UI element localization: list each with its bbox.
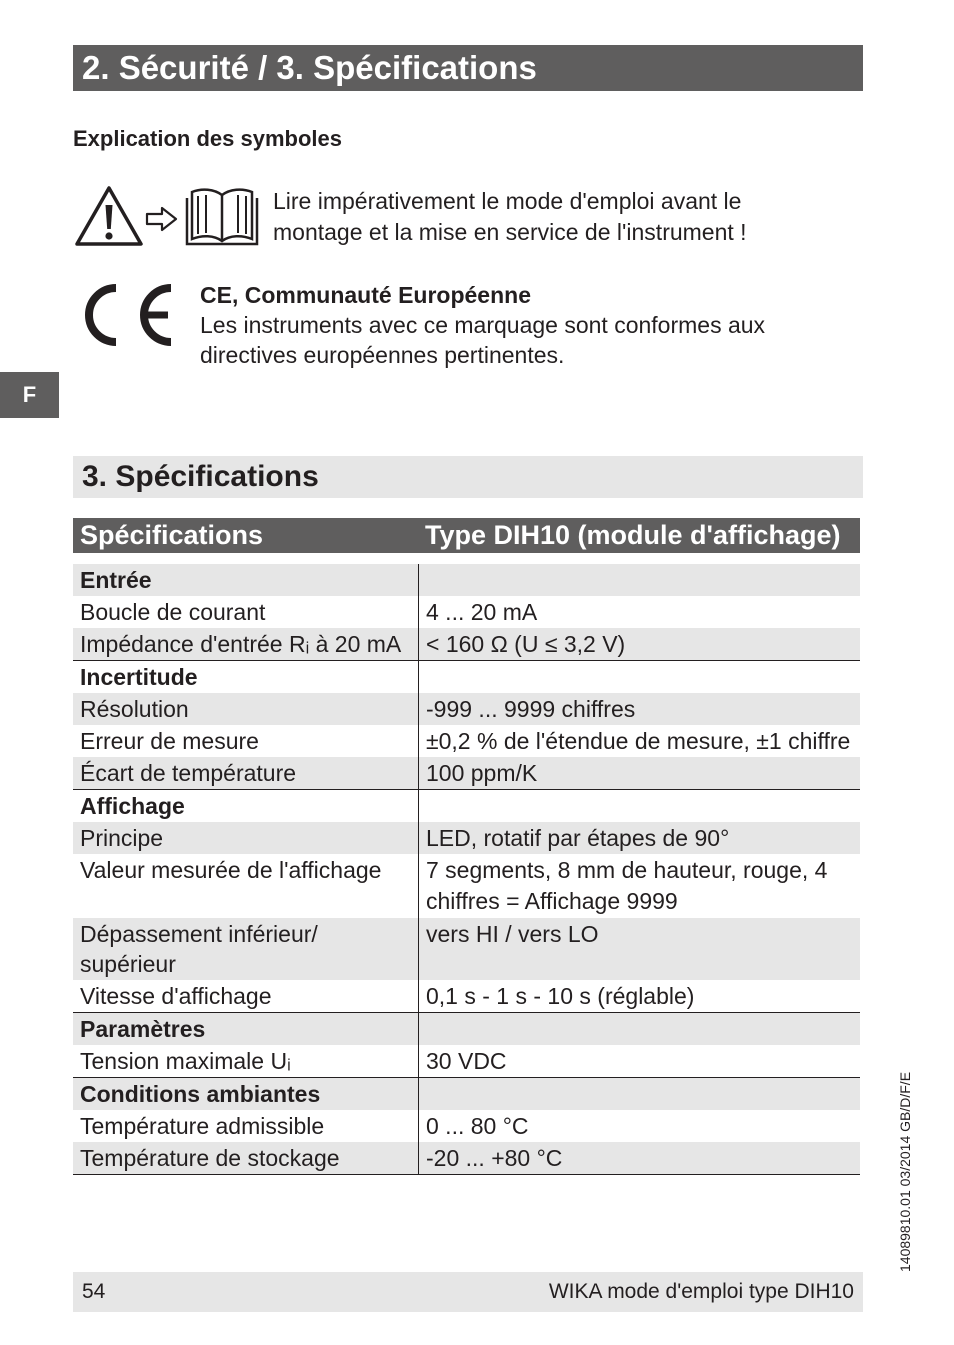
footer-text: WIKA mode d'emploi type DIH10 (548, 1280, 854, 1303)
table-row (73, 1110, 860, 1142)
row-label: Paramètres (73, 1013, 419, 1046)
table-row (73, 918, 860, 980)
row-value: vers HI / vers LO (419, 918, 861, 980)
row-value (419, 1078, 861, 1111)
row-value (419, 661, 861, 694)
row-label: Dépassement inférieur/ supérieur (73, 918, 419, 980)
row-label: Boucle de courant (73, 596, 419, 628)
arrow-right-icon (145, 205, 179, 233)
row-label: Entrée (73, 564, 419, 596)
document-reference: 14089810.01 03/2014 GB/D/F/E (897, 1071, 913, 1272)
language-tab: F (0, 372, 59, 418)
ce-mark-icon (78, 280, 178, 350)
row-label: Température admissible (73, 1110, 419, 1142)
table-row (73, 693, 860, 725)
manual-note-line1: Lire impérativement le mode d'emploi avant le (273, 188, 742, 214)
row-value (419, 790, 861, 823)
row-value (419, 564, 861, 596)
row-value: 100 ppm/K (419, 757, 861, 790)
table-row (73, 1142, 860, 1175)
row-value: -999 ... 9999 chiffres (419, 693, 861, 725)
warning-icon (74, 185, 144, 247)
table-header-col1: Spécifications (80, 520, 264, 550)
row-value: LED, rotatif par étapes de 90° (419, 822, 861, 854)
table-row (73, 564, 860, 596)
table-row (73, 661, 860, 694)
ce-title: CE, Communauté Européenne (200, 282, 531, 308)
table-row (73, 1013, 860, 1046)
row-label: Conditions ambiantes (73, 1078, 419, 1111)
table-row (73, 1078, 860, 1111)
row-value: 0,1 s - 1 s - 10 s (réglable) (419, 980, 861, 1013)
table-row (73, 628, 860, 661)
table-row (73, 757, 860, 790)
row-value: -20 ... +80 °C (419, 1142, 861, 1175)
row-label: Principe (73, 822, 419, 854)
table-row (73, 725, 860, 757)
page-header: 2. Sécurité / 3. Spécifications (73, 45, 863, 91)
ce-description (200, 280, 840, 370)
row-value: ±0,2 % de l'étendue de mesure, ±1 chiffre (426, 727, 851, 754)
page-number: 54 (82, 1280, 106, 1303)
row-label: Valeur mesurée de l'affichage (73, 854, 419, 918)
table-header (73, 518, 860, 553)
row-label: Tension maximale Uᵢ (73, 1045, 419, 1078)
row-label: Impédance d'entrée Rᵢ à 20 mA (73, 628, 419, 661)
table-row (73, 980, 860, 1013)
row-label: Résolution (73, 693, 419, 725)
row-label: Erreur de mesure (73, 725, 419, 757)
spec-table (73, 564, 860, 1175)
table-header-col2: Type DIH10 (module d'affichage) (425, 520, 841, 550)
ce-line2: directives européennes pertinentes. (200, 342, 565, 368)
row-value: 4 ... 20 mA (426, 599, 538, 625)
table-row (73, 596, 860, 628)
row-label: Vitesse d'affichage (73, 980, 419, 1013)
row-label: Incertitude (73, 661, 419, 694)
table-row (73, 822, 860, 854)
table-row (73, 854, 860, 918)
page-footer (73, 1272, 863, 1312)
manual-book-icon (184, 186, 260, 248)
table-row (73, 1045, 860, 1078)
section-title: 3. Spécifications (73, 456, 863, 498)
row-value: 0 ... 80 °C (426, 1113, 529, 1139)
row-label: Écart de température (73, 757, 419, 790)
ce-line1: Les instruments avec ce marquage sont conformes aux (200, 312, 766, 338)
manual-note-line2: montage et la mise en service de l'instrument ! (273, 219, 747, 245)
row-value: 7 segments, 8 mm de hauteur, rouge, 4 chiffres = Affichage 9999 (426, 857, 828, 914)
row-value: 30 VDC (419, 1045, 861, 1078)
table-row (73, 790, 860, 823)
row-value (419, 1013, 861, 1046)
manual-note (273, 186, 833, 248)
row-value: < 160 Ω (U ≤ 3,2 V) (419, 628, 861, 661)
symbols-heading: Explication des symboles (73, 126, 342, 151)
row-label: Affichage (73, 790, 419, 823)
row-label: Température de stockage (73, 1142, 419, 1175)
